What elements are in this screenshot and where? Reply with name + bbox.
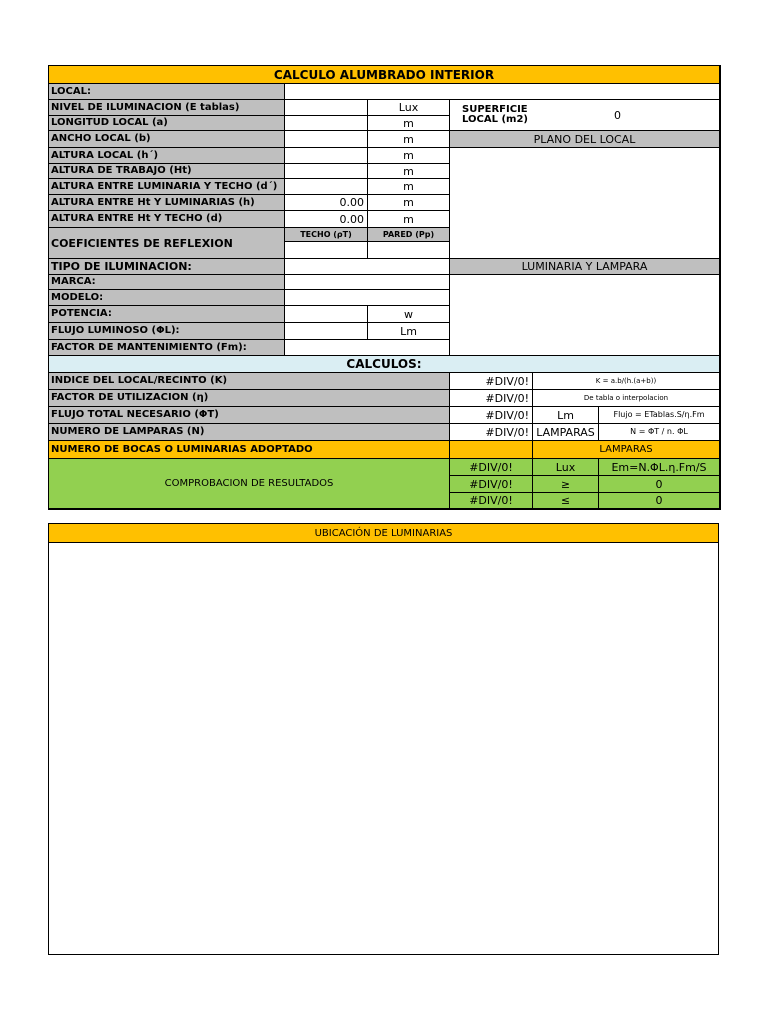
luminaria-unit: w <box>368 306 450 323</box>
ubicacion-header: UBICACIÓN DE LUMINARIAS <box>49 524 718 543</box>
comprobacion-result: Em=N.ΦL.η.Fm/S <box>599 459 720 476</box>
bocas-input[interactable] <box>450 441 533 459</box>
luminaria-value[interactable] <box>285 340 450 356</box>
coef-pared-input[interactable] <box>368 242 450 259</box>
plano-header: PLANO DEL LOCAL <box>450 131 720 148</box>
input-label: ANCHO LOCAL (b) <box>49 131 285 148</box>
luminaria-value[interactable] <box>285 290 450 306</box>
local-label: LOCAL: <box>49 84 285 100</box>
input-value[interactable] <box>285 100 368 116</box>
input-unit: m <box>368 211 450 228</box>
coef-techo-header: TECHO (ρT) <box>285 228 368 242</box>
luminaria-value[interactable] <box>285 259 450 275</box>
comprobacion-result: 0 <box>599 476 720 493</box>
luminaria-value[interactable] <box>285 275 450 290</box>
input-label: LONGITUD LOCAL (a) <box>49 116 285 131</box>
luminaria-unit: Lm <box>368 323 450 340</box>
plano-area[interactable] <box>450 148 720 259</box>
luminaria-label: TIPO DE ILUMINACION: <box>49 259 285 275</box>
input-unit: Lux <box>368 100 450 116</box>
luminaria-label: MARCA: <box>49 275 285 290</box>
ubicacion-area[interactable] <box>49 543 718 955</box>
comprobacion-op: ≤ <box>533 493 599 509</box>
luminaria-label: MODELO: <box>49 290 285 306</box>
calculo-unit: Lm <box>533 407 599 424</box>
coef-label: COEFICIENTES DE REFLEXION <box>49 228 285 259</box>
luminaria-label: FACTOR DE MANTENIMIENTO (Fm): <box>49 340 285 356</box>
input-label: ALTURA DE TRABAJO (Ht) <box>49 164 285 179</box>
comprobacion-value: #DIV/0! <box>450 493 533 509</box>
luminaria-label: POTENCIA: <box>49 306 285 323</box>
input-value[interactable] <box>285 148 368 164</box>
input-value[interactable] <box>285 131 368 148</box>
bocas-label: NUMERO DE BOCAS O LUMINARIAS ADOPTADO <box>49 441 450 459</box>
superficie-cell <box>450 100 720 131</box>
bocas-unit: LAMPARAS <box>533 441 720 459</box>
calculo-formula: De tabla o interpolacion <box>533 390 720 407</box>
calculo-label: FACTOR DE UTILIZACION (η) <box>49 390 450 407</box>
calculation-sheet <box>48 65 721 510</box>
input-value[interactable]: 0.00 <box>285 211 368 228</box>
superficie-value: 0 <box>614 108 621 122</box>
input-unit: m <box>368 195 450 211</box>
calculo-formula: N = ΦT / n. ΦL <box>599 424 720 441</box>
luminaria-label: FLUJO LUMINOSO (ΦL): <box>49 323 285 340</box>
luminaria-lampara-header: LUMINARIA Y LAMPARA <box>450 259 720 275</box>
sheet-title: CALCULO ALUMBRADO INTERIOR <box>49 66 720 84</box>
input-value[interactable] <box>285 116 368 131</box>
comprobacion-result: 0 <box>599 493 720 509</box>
calculo-value: #DIV/0! <box>450 373 533 390</box>
input-label: ALTURA ENTRE LUMINARIA Y TECHO (d´) <box>49 179 285 195</box>
local-input[interactable] <box>285 84 720 100</box>
comprobacion-label: COMPROBACION DE RESULTADOS <box>49 459 450 509</box>
comprobacion-op: Lux <box>533 459 599 476</box>
input-label: ALTURA LOCAL (h´) <box>49 148 285 164</box>
input-value[interactable] <box>285 164 368 179</box>
calculo-formula: K = a.b/(h.(a+b)) <box>533 373 720 390</box>
calculo-formula: Flujo = ETablas.S/η.Fm <box>599 407 720 424</box>
input-unit: m <box>368 179 450 195</box>
input-label: NIVEL DE ILUMINACION (E tablas) <box>49 100 285 116</box>
luminaria-value[interactable] <box>285 323 368 340</box>
comprobacion-op: ≥ <box>533 476 599 493</box>
calculo-value: #DIV/0! <box>450 424 533 441</box>
input-value[interactable]: 0.00 <box>285 195 368 211</box>
coef-pared-header: PARED (Pp) <box>368 228 450 242</box>
superficie-label: SUPERFICIE LOCAL (m2) <box>462 104 528 125</box>
calculo-unit: LAMPARAS <box>533 424 599 441</box>
luminaria-value[interactable] <box>285 306 368 323</box>
calculos-header: CALCULOS: <box>49 356 720 373</box>
comprobacion-value: #DIV/0! <box>450 459 533 476</box>
ubicacion-panel <box>48 523 719 955</box>
calculo-label: INDICE DEL LOCAL/RECINTO (K) <box>49 373 450 390</box>
calculo-value: #DIV/0! <box>450 407 533 424</box>
comprobacion-value: #DIV/0! <box>450 476 533 493</box>
coef-techo-input[interactable] <box>285 242 368 259</box>
calculo-label: FLUJO TOTAL NECESARIO (ΦT) <box>49 407 450 424</box>
input-label: ALTURA ENTRE Ht Y LUMINARIAS (h) <box>49 195 285 211</box>
calculo-label: NUMERO DE LAMPARAS (N) <box>49 424 450 441</box>
input-value[interactable] <box>285 179 368 195</box>
input-unit: m <box>368 148 450 164</box>
input-label: ALTURA ENTRE Ht Y TECHO (d) <box>49 211 285 228</box>
luminaria-area[interactable] <box>450 275 720 356</box>
calculo-value: #DIV/0! <box>450 390 533 407</box>
input-unit: m <box>368 131 450 148</box>
input-unit: m <box>368 164 450 179</box>
input-unit: m <box>368 116 450 131</box>
